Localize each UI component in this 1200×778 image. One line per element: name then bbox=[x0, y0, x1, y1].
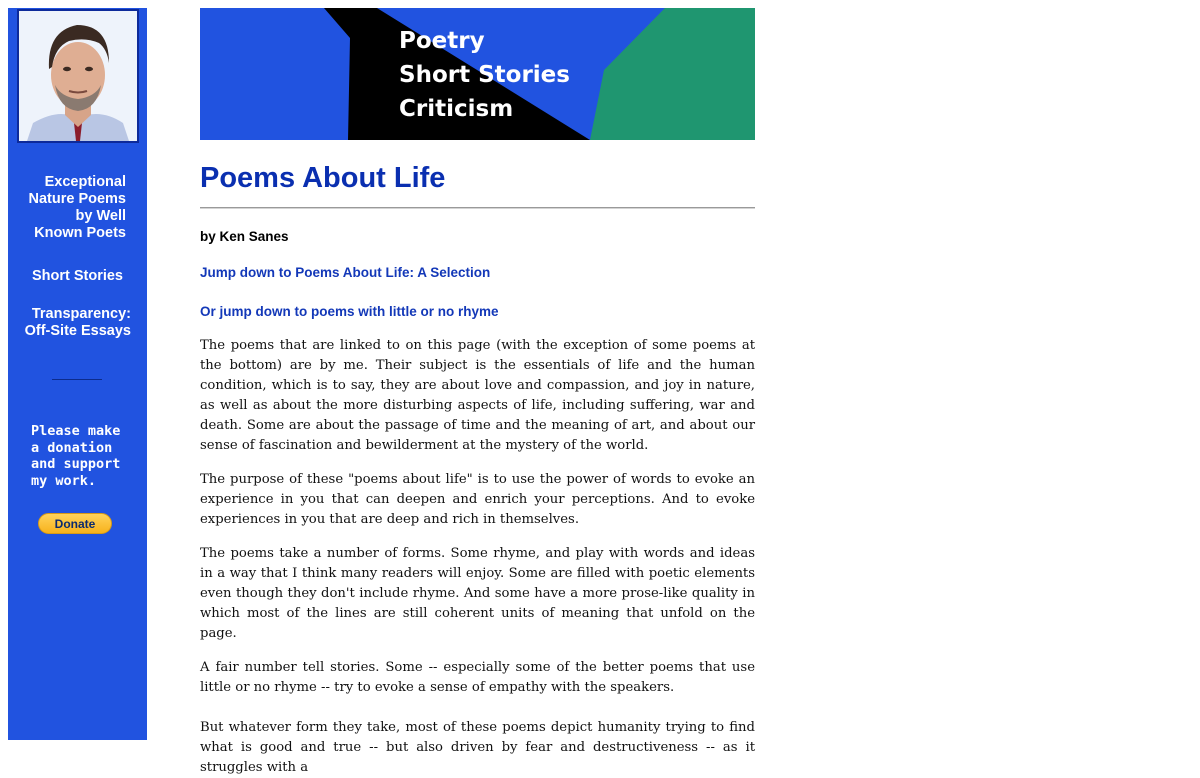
main-content bbox=[200, 158, 755, 778]
donation-message: Please make a donation and support my work. bbox=[31, 423, 121, 489]
author-portrait bbox=[17, 9, 139, 143]
intro-paragraph: The poems that are linked to on this page (with the exception of some poems at the bottom) are by me. Their subject is the essentials of life and the human condition, which is to say, they are about love and compassion, and joy in nature, as well as about the more disturbing aspects of life, including suffering, war and death. Some are about the passage of time and the meaning of art, and about our sense of fascination and bewilderment at the mystery of the world. bbox=[200, 338, 755, 453]
themes-paragraph: But whatever form they take, most of these poems depict humanity trying to find what is good and true -- but also driven by fear and destructiveness -- as it struggles with a bbox=[200, 720, 755, 775]
banner-line-poetry: Poetry bbox=[399, 28, 485, 54]
byline: by Ken Sanes bbox=[200, 229, 289, 244]
nav-short-stories-link[interactable]: Short Stories bbox=[31, 268, 123, 284]
purpose-paragraph: The purpose of these "poems about life" is to use the power of words to evoke an experience in you that can deepen and enrich your perceptions. And to evoke experiences in you that are deep and rich in themselves. bbox=[200, 472, 755, 527]
banner-line-criticism: Criticism bbox=[399, 96, 514, 122]
jump-to-selection-link[interactable]: Jump down to Poems About Life: A Selection bbox=[200, 265, 491, 280]
page-title: Poems About Life bbox=[200, 162, 446, 194]
nav-nature-poems-link[interactable]: Exceptional Nature Poems by Well Known Poets bbox=[28, 174, 126, 241]
banner-text bbox=[399, 24, 570, 126]
forms-paragraph: The poems take a number of forms. Some rhyme, and play with words and ideas in a way that I think many readers will enjoy. Some are filled with poetic elements even though they don't include rhyme. And some have a more prose-like quality in which most of the lines are still coherent units of meaning that unfold on the page. bbox=[200, 546, 755, 641]
title-divider bbox=[200, 207, 755, 209]
banner-line-short-stories: Short Stories bbox=[399, 62, 570, 88]
sidebar-divider bbox=[52, 379, 102, 380]
donate-button[interactable]: Donate bbox=[38, 513, 112, 534]
site-banner[interactable] bbox=[200, 8, 755, 140]
sidebar bbox=[8, 8, 147, 740]
nav-transparency-link[interactable]: Transparency: Off-Site Essays bbox=[24, 306, 131, 339]
stories-paragraph: A fair number tell stories. Some -- especially some of the better poems that use little or no rhyme -- try to evoke a sense of empathy with the speakers. bbox=[200, 660, 755, 695]
jump-to-no-rhyme-link[interactable]: Or jump down to poems with little or no rhyme bbox=[200, 304, 499, 319]
